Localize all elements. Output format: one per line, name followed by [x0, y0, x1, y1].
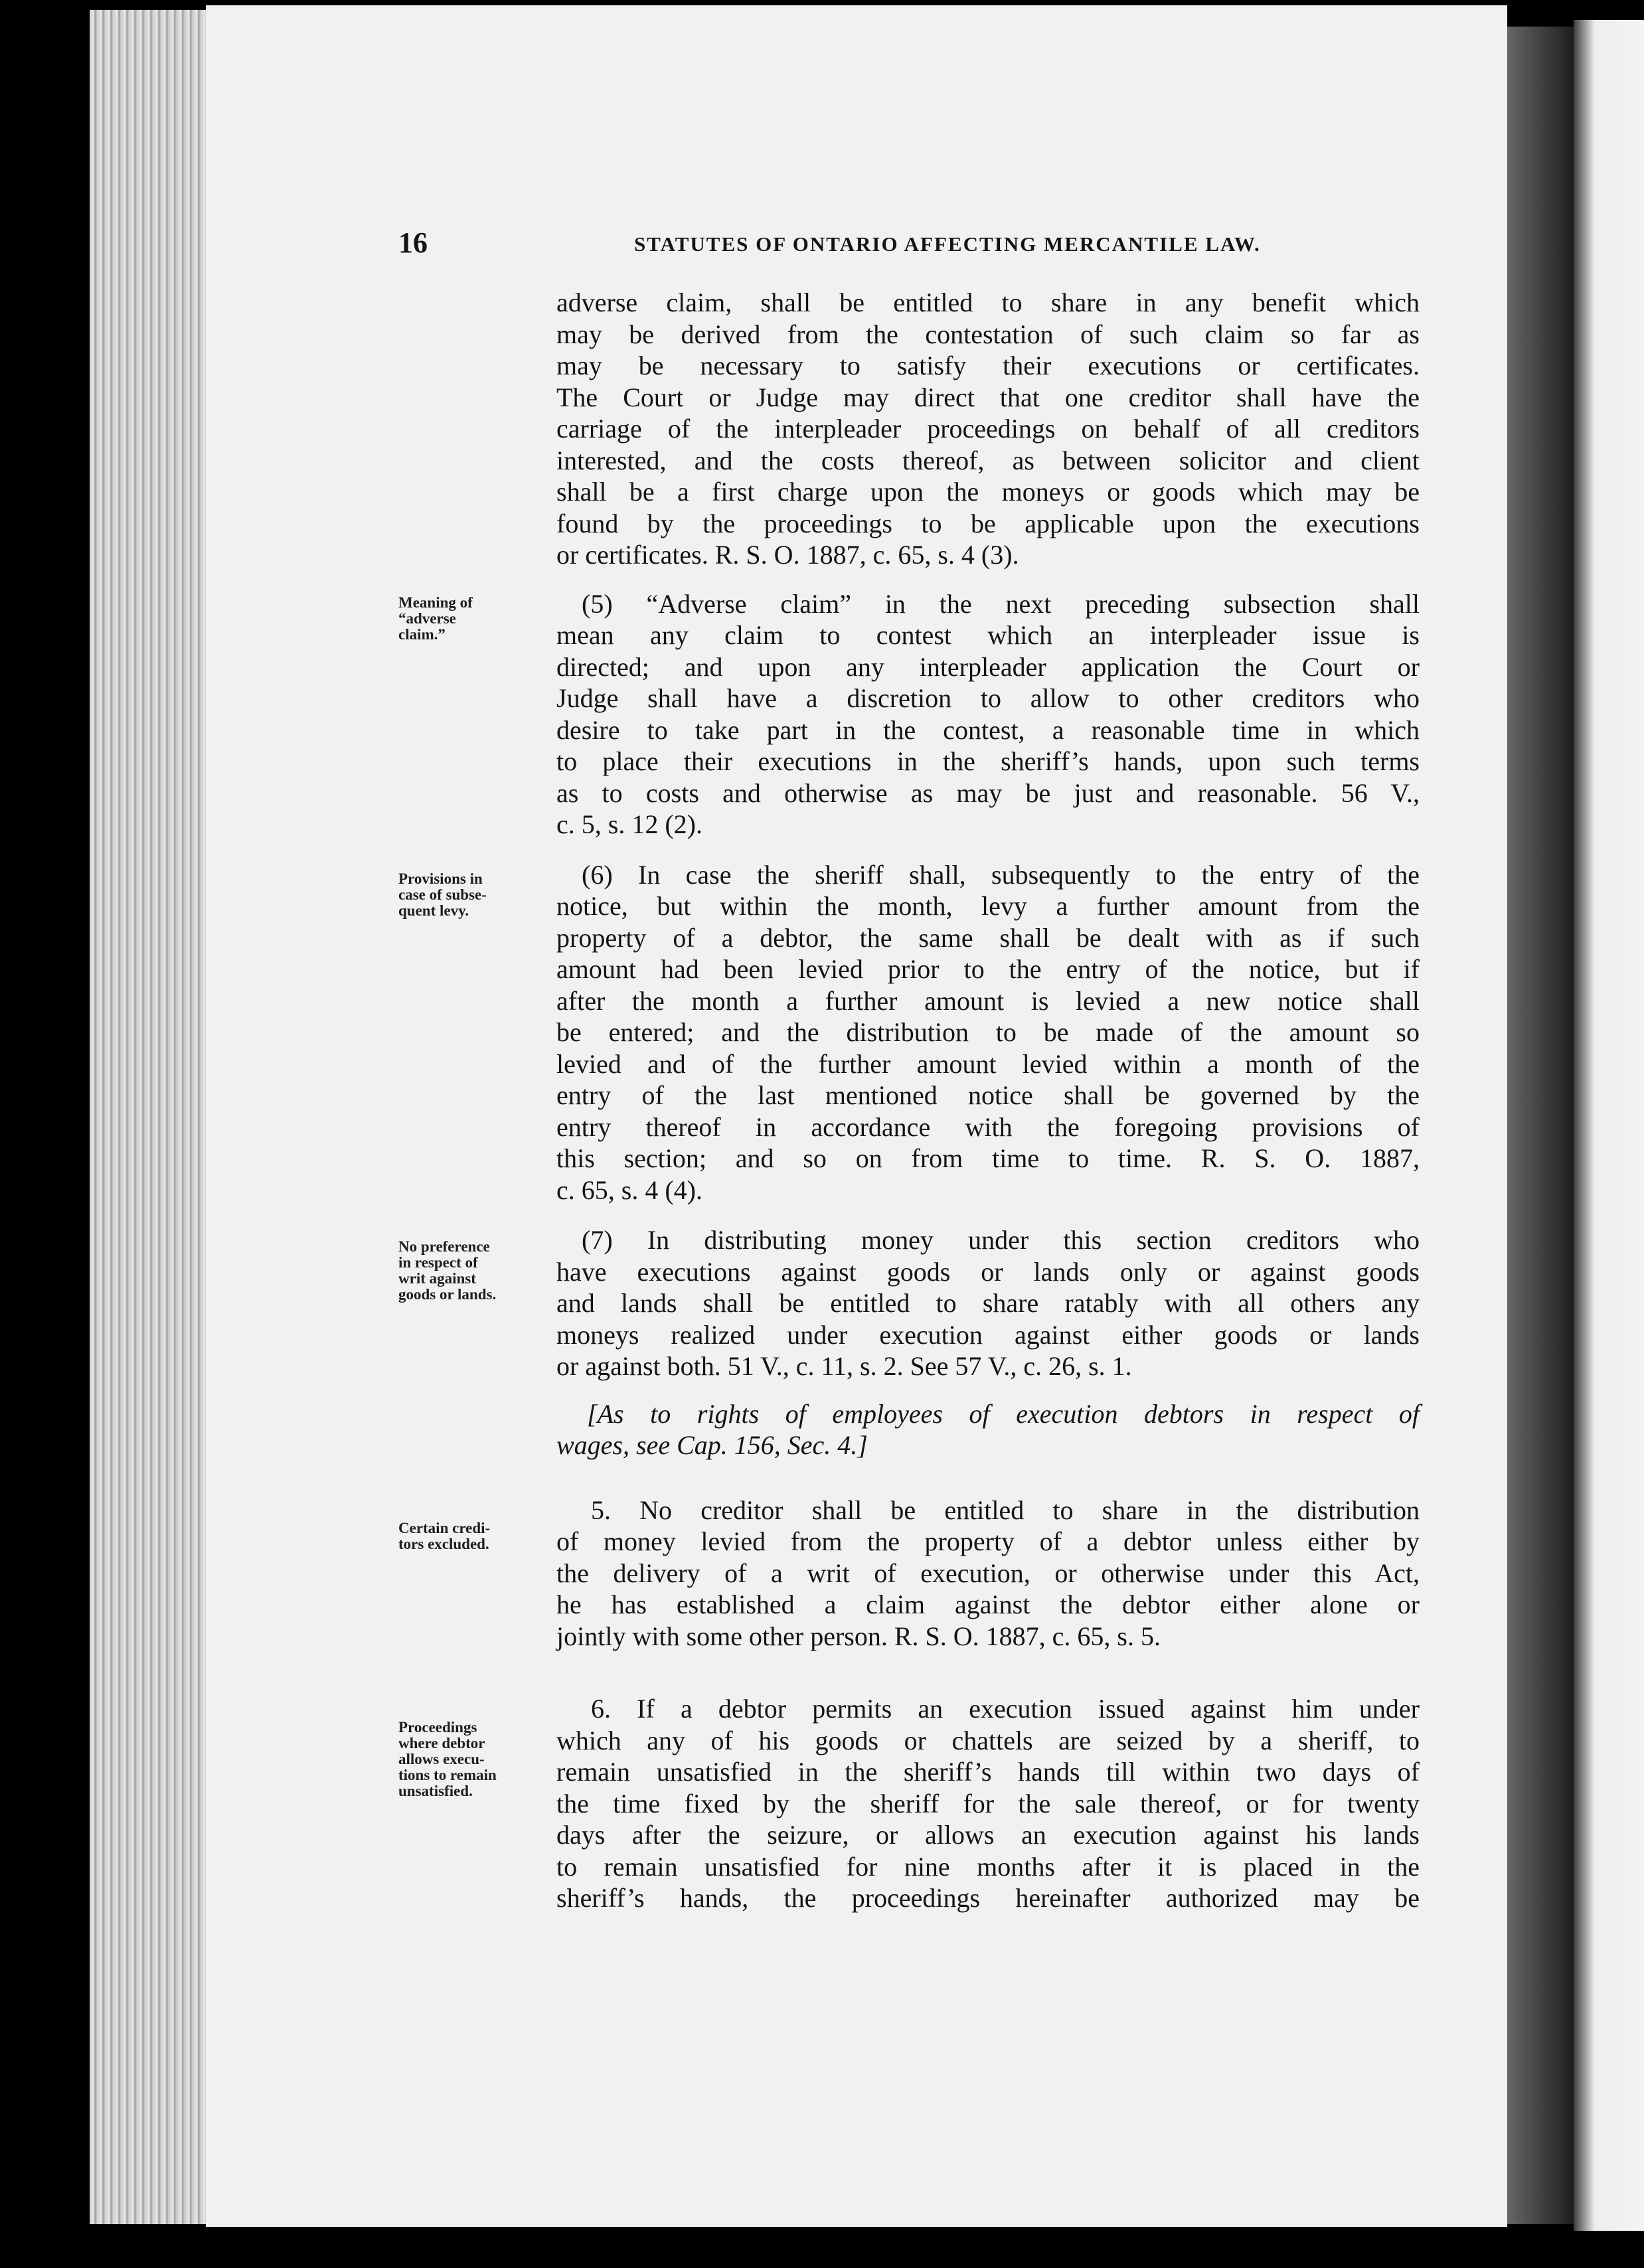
running-head: STATUTES OF ONTARIO AFFECTING MERCANTILE LAW.: [634, 232, 1261, 256]
paragraph-section-5: 5. No creditor shall be entitled to share in the distribution of money levied from the property of a debtor unless either by the delivery of a writ of execution, or otherwise under this Act, he has established a claim against the debtor either alone or jointly with some other person. R. S. O. 1887, c. 65, s. 5.: [556, 1495, 1420, 1651]
paragraph-subsection-5: (5) “Adverse claim” in the next preceding subsection shall mean any claim to contest which an interpleader issue is directed; and upon any interpleader application the Court or Judge shall have a discretion to allow to other creditors who desire to take part in the contest, a reasonable time in which to place their executions in the sheriff’s hands, upon such terms as to costs and otherwise as may be just and reasonable. 56 V., c. 5, s. 12 (2).: [556, 588, 1420, 839]
editorial-note: [As to rights of employees of execution debtors in respect of wages, see Cap. 156, Sec. 4.]: [556, 1398, 1420, 1460]
book-leaf-edges: [90, 10, 206, 2224]
paragraph-continuation: adverse claim, shall be entitled to share in any benefit which may be derived from the contestation of such claim so far as may be necessary to satisfy their executions or certificates. The Court or Judge may direct that one creditor shall have the carriage of the interpleader proceedings on behalf of all creditors interested, and the costs thereof, as between solicitor and client shall be a first charge upon the moneys or goods which may be found by the proceedings to be applicable upon the executions or certificates. R. S. O. 1887, c. 65, s. 4 (3).: [556, 287, 1420, 570]
paragraph-subsection-7: (7) In distributing money under this section creditors who have executions against goods or lands only or against goods and lands shall be entitled to share ratably with all others any moneys realized under execution against either goods or lands or against both. 51 V., c. 11, s. 2. See 57 V., c. 26, s. 1.: [556, 1225, 1420, 1381]
page-header: [398, 226, 1358, 266]
margin-note-adverse-claim: Meaning of “adverse claim.”: [398, 594, 473, 643]
margin-note-proceedings: Proceedings where debtor allows execu- tions to remain unsatisfied.: [398, 1719, 497, 1799]
paragraph-section-6: 6. If a debtor permits an execution issued against him under which any of his goods or chattels are seized by a sheriff, to remain unsatisfied in the sheriff’s hands till within two days of the time fixed by the sheriff for the sale thereof, or for twenty days after the seizure, or allows an execution against his lands to remain unsatisfied for nine months after it is placed in the sheriff’s hands, the proceedings hereinafter authorized may be: [556, 1694, 1420, 1913]
margin-note-no-preference: No preference in respect of writ against goods or lands.: [398, 1238, 497, 1303]
page-number: 16: [398, 226, 428, 259]
paragraph-subsection-6: (6) In case the sheriff shall, subsequently to the entry of the notice, but within the month, levy a further amount from the property of a debtor, the same shall be dealt with as if such amount had been levied prior to the entry of the notice, but if after the month a further amount is levied a new notice shall be entered; and the distribution to be made of the amount so levied and of the further amount levied within a month of the entry of the last mentioned notice shall be governed by the entry thereof in accordance with the foregoing provisions of this section; and so on from time to time. R. S. O. 1887, c. 65, s. 4 (4).: [556, 859, 1420, 1205]
margin-note-creditors-excluded: Certain credi- tors excluded.: [398, 1520, 491, 1552]
adjacent-page-edge: [1574, 20, 1644, 2231]
margin-note-subsequent-levy: Provisions in case of subse- quent levy.: [398, 870, 487, 919]
page-gutter-shadow: [1504, 27, 1577, 2224]
body-text: [556, 287, 1420, 1914]
